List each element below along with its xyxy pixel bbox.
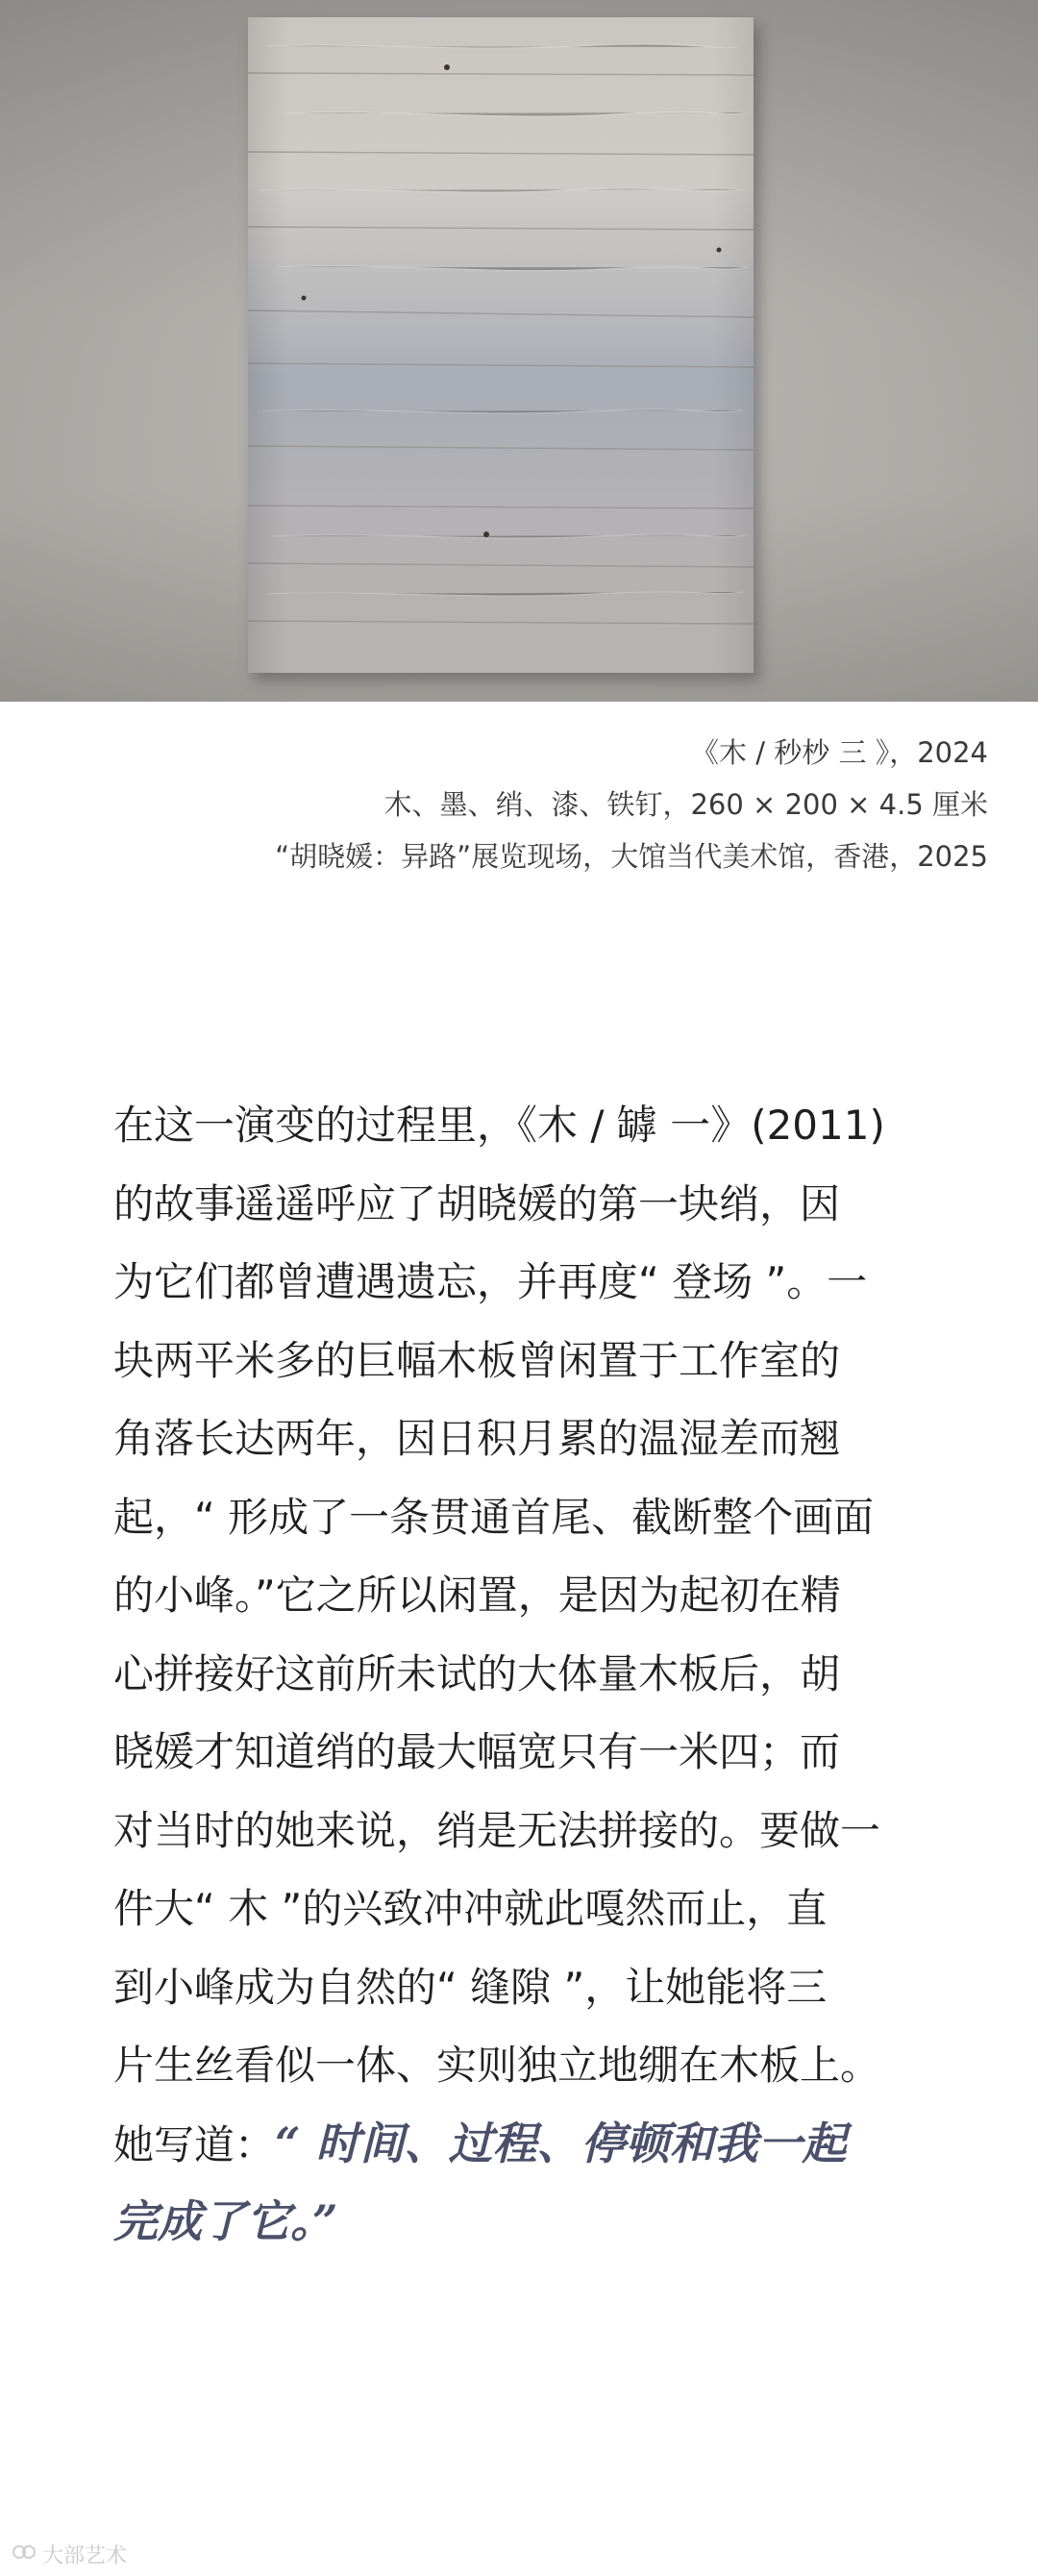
quote-line-1 xyxy=(113,2105,940,2184)
wood-panel-graphic xyxy=(248,17,754,673)
watermark-text: 大部艺术 xyxy=(42,2544,128,2568)
pull-quote: “ 时间、过程、停顿和我一起 xyxy=(275,2117,847,2169)
article-line: 起，“ 形成了一条贯通首尾、截断整个画面 xyxy=(113,1493,875,1541)
watermark-logo-icon xyxy=(12,2542,37,2567)
article-line: 片生丝看似一体、实则独立地绷在木板上。 xyxy=(113,2042,881,2089)
article-line: 在这一演变的过程里，《木 / 罅 一》(2011) xyxy=(113,1102,885,1149)
article-line: 件大“ 木 ”的兴致冲冲就此嘎然而止，直 xyxy=(113,1885,828,1932)
article-line: 为它们都曾遭遇遗忘，并再度“ 登场 ”。一 xyxy=(113,1258,868,1305)
wood-panel-artwork xyxy=(248,17,754,673)
artwork-photo xyxy=(0,0,1038,702)
article-line: 心拼接好这前所未试的大体量木板后，胡 xyxy=(113,1649,841,1697)
article-line: 对当时的她来说，绡是无法拼接的。要做一 xyxy=(113,1806,881,1854)
pull-quote-end: 完成了它。” xyxy=(113,2195,338,2247)
article-line: 角落长达两年，因日积月累的温湿差而翘 xyxy=(113,1415,841,1462)
article-line: 的小峰。”它之所以闲置，是因为起初在精 xyxy=(113,1572,841,1619)
article-line: 块两平米多的巨幅木板曾闲置于工作室的 xyxy=(113,1336,841,1384)
artwork-caption xyxy=(123,727,988,882)
quote-line-2 xyxy=(113,2183,940,2262)
article-line: 到小峰成为自然的“ 缝隙 ”，让她能将三 xyxy=(113,1963,828,2011)
article-line: 的故事遥遥呼应了胡晓媛的第一块绡，因 xyxy=(113,1179,841,1227)
caption-title: 《木 / 秒杪 三 》，2024 xyxy=(691,736,988,769)
caption-exhibition: “胡晓媛：异路”展览现场，大馆当代美术馆，香港，2025 xyxy=(275,840,988,873)
caption-materials: 木、墨、绡、漆、铁钉，260 × 200 × 4.5 厘米 xyxy=(383,788,988,821)
article-line: 晓媛才知道绡的最大幅宽只有一米四；而 xyxy=(113,1728,841,1775)
quote-lead: 她写道： xyxy=(113,2120,276,2168)
watermark xyxy=(12,2539,127,2569)
article-body xyxy=(113,1086,940,2262)
